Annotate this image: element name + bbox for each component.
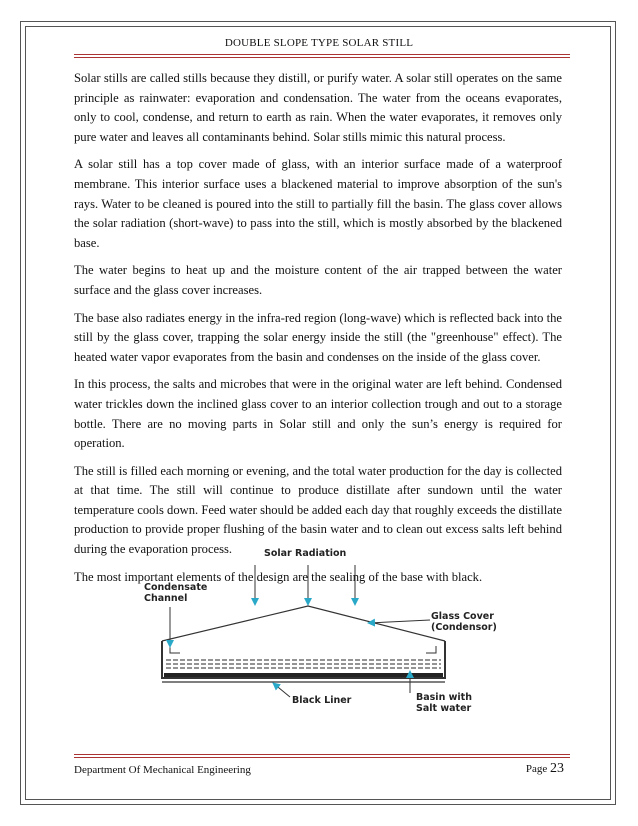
solar-radiation-label: Solar Radiation	[264, 548, 347, 559]
basin-label-line2: Salt water	[416, 703, 472, 714]
condensate-label-line2: Channel	[144, 593, 188, 604]
paragraph: The base also radiates energy in the infra-red region (long-wave) which is reflected back into the still by the glass cover, trapping the solar energy inside the still (the "greenhouse" effect). The heated water vapor evaporates from the basin and condenses on the inside of the glass cover.	[74, 310, 562, 364]
page-number: 23	[550, 761, 564, 776]
condensate-trough-left	[170, 646, 180, 653]
page-label: Page	[525, 763, 548, 775]
header-rule-secondary	[74, 57, 570, 58]
header-rule	[74, 54, 570, 55]
paragraph: The most important elements of the design are the sealing of the base with black.	[74, 569, 483, 584]
footer-department: Department Of Mechanical Engineering	[74, 764, 251, 776]
glass-cover-pointer-arrow	[368, 620, 430, 623]
body-text	[74, 69, 562, 595]
black-liner-label: Black Liner	[292, 695, 352, 706]
condensate-label-line1: Condensate	[144, 582, 208, 593]
glass-cover-roof	[162, 606, 445, 641]
paragraph: The water begins to heat up and the moisture content of the air trapped between the water surface and the glass cover increases.	[74, 263, 562, 297]
paragraph: Solar stills are called stills because they distill, or purify water. A solar still operates on the same principle as rainwater: evaporation and condensation. The water from the oceans evaporates, only to cool, condense, and return to earth as rain. When the water evaporates, it removes only pure water and leaves all contaminants behind. Solar stills mimic this natural process.	[74, 71, 562, 144]
black-liner	[164, 673, 443, 677]
footer-rule	[74, 754, 570, 755]
paragraph: The still is filled each morning or evening, and the total water production for the day is collected at that time. The still will continue to produce distillate after sundown until the water temperature cools down. Feed water should be added each day that roughly exceeds the distillate production to provide proper flushing of the basin water and to clean out excess salts left behind during the evaporation process.	[74, 463, 562, 557]
basin-label-line1: Basin with	[416, 692, 472, 703]
running-header-title: DOUBLE SLOPE TYPE SOLAR STILL	[224, 37, 414, 49]
glass-cover-label-line2: (Condensor)	[431, 622, 497, 633]
paragraph: In this process, the salts and microbes that were in the original water are left behind. Condensed water trickles down the inclined glass cover to an interior collection trough and out to a storage bottle. There are no moving parts in Solar still and only the sun’s energy is required for operation.	[74, 377, 562, 451]
footer-rule-secondary	[74, 757, 570, 758]
black-liner-pointer-arrow	[273, 683, 290, 697]
solar-still-diagram	[140, 543, 500, 718]
condensate-trough-right	[426, 646, 436, 653]
footer-page	[526, 761, 564, 777]
paragraph: A solar still has a top cover made of glass, with an interior surface made of a waterproof membrane. This interior surface uses a blackened material to improve absorption of the sun's rays. Water to be cleaned is poured into the still to partially fill the basin. The glass cover allows the solar radiation (short-wave) to pass into the still, which is mostly absorbed by the blackened base.	[74, 157, 562, 250]
glass-cover-label-line1: Glass Cover	[431, 611, 494, 622]
